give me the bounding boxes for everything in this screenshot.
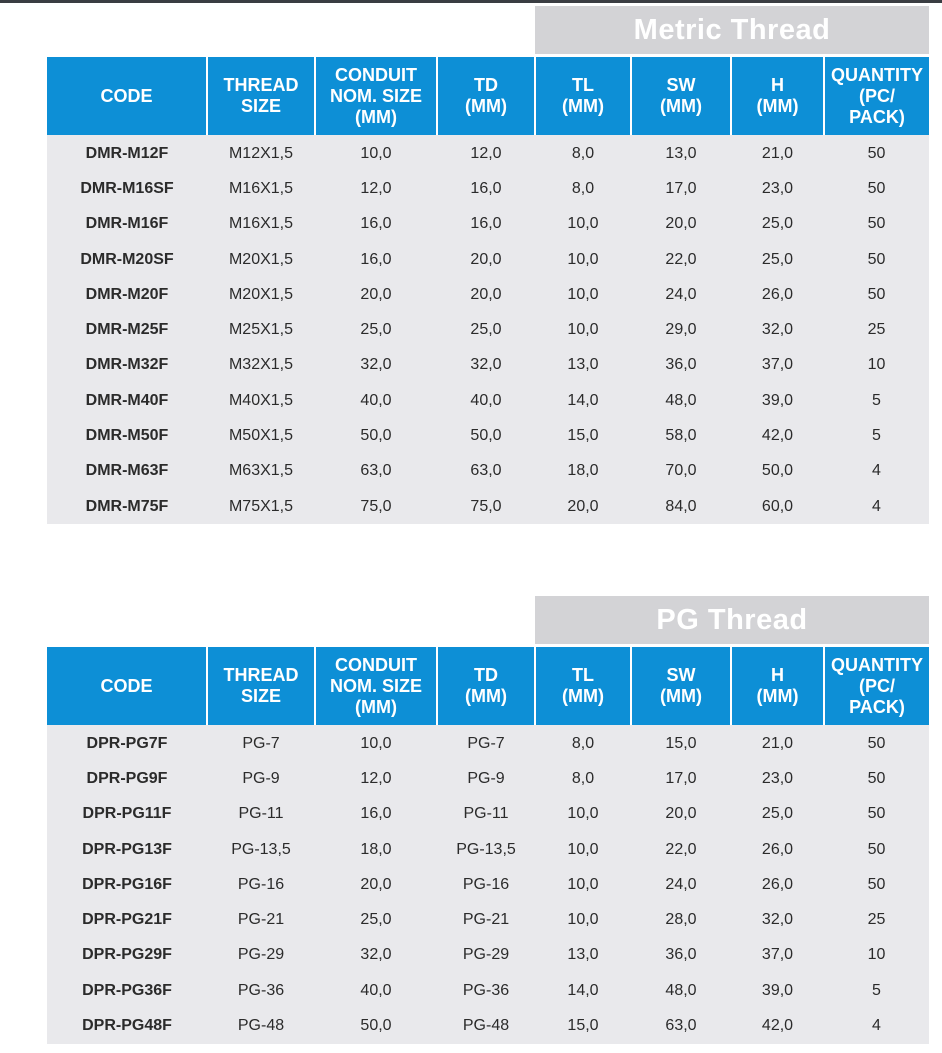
cell-td: PG-36 bbox=[437, 973, 535, 1008]
cell-code: DMR-M75F bbox=[47, 489, 207, 524]
cell-sw: 58,0 bbox=[631, 418, 731, 453]
table-row bbox=[47, 973, 929, 1008]
cell-thread-size: PG-9 bbox=[207, 761, 315, 796]
cell-conduit-nom-size: 20,0 bbox=[315, 277, 437, 312]
cell-code: DPR-PG11F bbox=[47, 797, 207, 832]
cell-code: DPR-PG29F bbox=[47, 938, 207, 973]
cell-sw: 29,0 bbox=[631, 312, 731, 347]
cell-td: 40,0 bbox=[437, 383, 535, 418]
cell-tl: 8,0 bbox=[535, 725, 631, 761]
cell-conduit-nom-size: 16,0 bbox=[315, 242, 437, 277]
table-row bbox=[47, 761, 929, 796]
cell-thread-size: M75X1,5 bbox=[207, 489, 315, 524]
section-title: PG Thread bbox=[535, 596, 929, 644]
cell-tl: 15,0 bbox=[535, 1008, 631, 1043]
cell-conduit-nom-size: 75,0 bbox=[315, 489, 437, 524]
top-border-line bbox=[0, 0, 942, 3]
cell-code: DPR-PG21F bbox=[47, 902, 207, 937]
cell-tl: 10,0 bbox=[535, 902, 631, 937]
cell-sw: 70,0 bbox=[631, 454, 731, 489]
cell-h: 42,0 bbox=[731, 1008, 824, 1043]
cell-h: 42,0 bbox=[731, 418, 824, 453]
cell-conduit-nom-size: 18,0 bbox=[315, 832, 437, 867]
cell-code: DMR-M12F bbox=[47, 135, 207, 171]
cell-quantity: 50 bbox=[824, 171, 929, 206]
column-header-thread-size: THREAD SIZE bbox=[207, 57, 315, 135]
column-header-quantity: QUANTITY (PC/ PACK) bbox=[824, 647, 929, 725]
cell-sw: 22,0 bbox=[631, 832, 731, 867]
cell-td: 63,0 bbox=[437, 454, 535, 489]
table-row bbox=[47, 312, 929, 347]
cell-h: 21,0 bbox=[731, 725, 824, 761]
cell-h: 60,0 bbox=[731, 489, 824, 524]
section-title: Metric Thread bbox=[535, 6, 929, 54]
table-row bbox=[47, 1008, 929, 1043]
cell-code: DPR-PG9F bbox=[47, 761, 207, 796]
table-row bbox=[47, 725, 929, 761]
cell-code: DMR-M20SF bbox=[47, 242, 207, 277]
cell-thread-size: PG-36 bbox=[207, 973, 315, 1008]
cell-td: PG-9 bbox=[437, 761, 535, 796]
cell-conduit-nom-size: 40,0 bbox=[315, 973, 437, 1008]
cell-sw: 22,0 bbox=[631, 242, 731, 277]
cell-thread-size: PG-16 bbox=[207, 867, 315, 902]
cell-sw: 63,0 bbox=[631, 1008, 731, 1043]
cell-code: DPR-PG13F bbox=[47, 832, 207, 867]
cell-tl: 8,0 bbox=[535, 171, 631, 206]
cell-h: 23,0 bbox=[731, 761, 824, 796]
cell-sw: 36,0 bbox=[631, 938, 731, 973]
cell-sw: 20,0 bbox=[631, 797, 731, 832]
column-header-conduit-nom-size: CONDUIT NOM. SIZE (MM) bbox=[315, 647, 437, 725]
cell-td: 25,0 bbox=[437, 312, 535, 347]
table-row bbox=[47, 867, 929, 902]
cell-quantity: 10 bbox=[824, 938, 929, 973]
cell-tl: 13,0 bbox=[535, 348, 631, 383]
cell-td: PG-13,5 bbox=[437, 832, 535, 867]
table-row bbox=[47, 207, 929, 242]
cell-code: DMR-M32F bbox=[47, 348, 207, 383]
cell-thread-size: M32X1,5 bbox=[207, 348, 315, 383]
cell-sw: 17,0 bbox=[631, 761, 731, 796]
cell-tl: 8,0 bbox=[535, 761, 631, 796]
table-row bbox=[47, 832, 929, 867]
cell-thread-size: PG-29 bbox=[207, 938, 315, 973]
cell-conduit-nom-size: 50,0 bbox=[315, 1008, 437, 1043]
cell-code: DMR-M16SF bbox=[47, 171, 207, 206]
cell-conduit-nom-size: 10,0 bbox=[315, 135, 437, 171]
table-row bbox=[47, 489, 929, 524]
table-row bbox=[47, 454, 929, 489]
cell-tl: 8,0 bbox=[535, 135, 631, 171]
column-header-code: CODE bbox=[47, 57, 207, 135]
cell-code: DPR-PG48F bbox=[47, 1008, 207, 1043]
table-row bbox=[47, 242, 929, 277]
cell-tl: 10,0 bbox=[535, 207, 631, 242]
cell-td: PG-29 bbox=[437, 938, 535, 973]
cell-h: 39,0 bbox=[731, 383, 824, 418]
cell-tl: 13,0 bbox=[535, 938, 631, 973]
cell-code: DPR-PG36F bbox=[47, 973, 207, 1008]
cell-sw: 15,0 bbox=[631, 725, 731, 761]
cell-td: PG-21 bbox=[437, 902, 535, 937]
cell-quantity: 5 bbox=[824, 383, 929, 418]
cell-quantity: 10 bbox=[824, 348, 929, 383]
cell-code: DPR-PG7F bbox=[47, 725, 207, 761]
cell-tl: 14,0 bbox=[535, 973, 631, 1008]
cell-thread-size: M20X1,5 bbox=[207, 242, 315, 277]
cell-td: 16,0 bbox=[437, 207, 535, 242]
cell-code: DMR-M63F bbox=[47, 454, 207, 489]
cell-quantity: 50 bbox=[824, 277, 929, 312]
table-row bbox=[47, 938, 929, 973]
cell-td: 20,0 bbox=[437, 277, 535, 312]
column-header-sw: SW (MM) bbox=[631, 57, 731, 135]
cell-conduit-nom-size: 32,0 bbox=[315, 348, 437, 383]
cell-h: 37,0 bbox=[731, 348, 824, 383]
cell-h: 26,0 bbox=[731, 832, 824, 867]
cell-td: 20,0 bbox=[437, 242, 535, 277]
cell-h: 32,0 bbox=[731, 312, 824, 347]
column-header-thread-size: THREAD SIZE bbox=[207, 647, 315, 725]
table-row bbox=[47, 171, 929, 206]
column-header-quantity: QUANTITY (PC/ PACK) bbox=[824, 57, 929, 135]
table-row bbox=[47, 383, 929, 418]
cell-h: 25,0 bbox=[731, 797, 824, 832]
cell-td: PG-11 bbox=[437, 797, 535, 832]
pg-thread-table bbox=[47, 647, 929, 1044]
cell-thread-size: M16X1,5 bbox=[207, 207, 315, 242]
cell-h: 25,0 bbox=[731, 242, 824, 277]
table-row bbox=[47, 348, 929, 383]
cell-conduit-nom-size: 25,0 bbox=[315, 902, 437, 937]
cell-code: DPR-PG16F bbox=[47, 867, 207, 902]
cell-sw: 20,0 bbox=[631, 207, 731, 242]
cell-h: 25,0 bbox=[731, 207, 824, 242]
cell-tl: 10,0 bbox=[535, 797, 631, 832]
cell-code: DMR-M20F bbox=[47, 277, 207, 312]
table-row bbox=[47, 135, 929, 171]
column-header-h: H (MM) bbox=[731, 57, 824, 135]
cell-td: 75,0 bbox=[437, 489, 535, 524]
cell-quantity: 50 bbox=[824, 207, 929, 242]
cell-thread-size: PG-48 bbox=[207, 1008, 315, 1043]
cell-tl: 10,0 bbox=[535, 312, 631, 347]
cell-td: 32,0 bbox=[437, 348, 535, 383]
cell-quantity: 50 bbox=[824, 761, 929, 796]
cell-td: 50,0 bbox=[437, 418, 535, 453]
cell-thread-size: PG-11 bbox=[207, 797, 315, 832]
cell-quantity: 5 bbox=[824, 418, 929, 453]
cell-h: 32,0 bbox=[731, 902, 824, 937]
cell-quantity: 50 bbox=[824, 797, 929, 832]
cell-h: 23,0 bbox=[731, 171, 824, 206]
cell-quantity: 50 bbox=[824, 867, 929, 902]
cell-thread-size: M40X1,5 bbox=[207, 383, 315, 418]
cell-conduit-nom-size: 40,0 bbox=[315, 383, 437, 418]
cell-td: 12,0 bbox=[437, 135, 535, 171]
cell-conduit-nom-size: 12,0 bbox=[315, 761, 437, 796]
cell-conduit-nom-size: 20,0 bbox=[315, 867, 437, 902]
cell-td: PG-48 bbox=[437, 1008, 535, 1043]
cell-thread-size: M12X1,5 bbox=[207, 135, 315, 171]
cell-sw: 17,0 bbox=[631, 171, 731, 206]
cell-conduit-nom-size: 32,0 bbox=[315, 938, 437, 973]
cell-conduit-nom-size: 16,0 bbox=[315, 797, 437, 832]
metric-thread-table bbox=[47, 57, 929, 524]
cell-thread-size: M63X1,5 bbox=[207, 454, 315, 489]
cell-quantity: 50 bbox=[824, 832, 929, 867]
table-row bbox=[47, 797, 929, 832]
cell-tl: 10,0 bbox=[535, 867, 631, 902]
cell-thread-size: M50X1,5 bbox=[207, 418, 315, 453]
cell-tl: 18,0 bbox=[535, 454, 631, 489]
cell-quantity: 50 bbox=[824, 242, 929, 277]
column-header-td: TD (MM) bbox=[437, 647, 535, 725]
table-row bbox=[47, 418, 929, 453]
cell-code: DMR-M16F bbox=[47, 207, 207, 242]
cell-tl: 20,0 bbox=[535, 489, 631, 524]
cell-tl: 10,0 bbox=[535, 242, 631, 277]
cell-tl: 10,0 bbox=[535, 832, 631, 867]
cell-sw: 36,0 bbox=[631, 348, 731, 383]
column-header-conduit-nom-size: CONDUIT NOM. SIZE (MM) bbox=[315, 57, 437, 135]
cell-quantity: 50 bbox=[824, 725, 929, 761]
cell-conduit-nom-size: 16,0 bbox=[315, 207, 437, 242]
cell-thread-size: M20X1,5 bbox=[207, 277, 315, 312]
cell-td: PG-16 bbox=[437, 867, 535, 902]
cell-h: 37,0 bbox=[731, 938, 824, 973]
cell-quantity: 50 bbox=[824, 135, 929, 171]
cell-h: 39,0 bbox=[731, 973, 824, 1008]
header-row bbox=[47, 647, 929, 725]
cell-quantity: 4 bbox=[824, 454, 929, 489]
cell-quantity: 25 bbox=[824, 902, 929, 937]
cell-conduit-nom-size: 50,0 bbox=[315, 418, 437, 453]
cell-tl: 15,0 bbox=[535, 418, 631, 453]
cell-h: 26,0 bbox=[731, 277, 824, 312]
column-header-code: CODE bbox=[47, 647, 207, 725]
cell-sw: 48,0 bbox=[631, 973, 731, 1008]
column-header-sw: SW (MM) bbox=[631, 647, 731, 725]
cell-h: 26,0 bbox=[731, 867, 824, 902]
cell-sw: 13,0 bbox=[631, 135, 731, 171]
cell-quantity: 4 bbox=[824, 489, 929, 524]
column-header-tl: TL (MM) bbox=[535, 57, 631, 135]
cell-thread-size: PG-21 bbox=[207, 902, 315, 937]
cell-conduit-nom-size: 63,0 bbox=[315, 454, 437, 489]
column-header-td: TD (MM) bbox=[437, 57, 535, 135]
cell-sw: 84,0 bbox=[631, 489, 731, 524]
cell-conduit-nom-size: 12,0 bbox=[315, 171, 437, 206]
cell-sw: 24,0 bbox=[631, 277, 731, 312]
cell-h: 50,0 bbox=[731, 454, 824, 489]
cell-quantity: 4 bbox=[824, 1008, 929, 1043]
cell-sw: 24,0 bbox=[631, 867, 731, 902]
cell-thread-size: PG-7 bbox=[207, 725, 315, 761]
cell-quantity: 5 bbox=[824, 973, 929, 1008]
cell-thread-size: M25X1,5 bbox=[207, 312, 315, 347]
cell-sw: 28,0 bbox=[631, 902, 731, 937]
cell-conduit-nom-size: 25,0 bbox=[315, 312, 437, 347]
cell-thread-size: PG-13,5 bbox=[207, 832, 315, 867]
column-header-h: H (MM) bbox=[731, 647, 824, 725]
header-row bbox=[47, 57, 929, 135]
cell-thread-size: M16X1,5 bbox=[207, 171, 315, 206]
table-row bbox=[47, 277, 929, 312]
cell-sw: 48,0 bbox=[631, 383, 731, 418]
table-row bbox=[47, 902, 929, 937]
cell-td: PG-7 bbox=[437, 725, 535, 761]
cell-h: 21,0 bbox=[731, 135, 824, 171]
column-header-tl: TL (MM) bbox=[535, 647, 631, 725]
cell-td: 16,0 bbox=[437, 171, 535, 206]
cell-tl: 14,0 bbox=[535, 383, 631, 418]
cell-conduit-nom-size: 10,0 bbox=[315, 725, 437, 761]
cell-code: DMR-M25F bbox=[47, 312, 207, 347]
cell-code: DMR-M40F bbox=[47, 383, 207, 418]
cell-tl: 10,0 bbox=[535, 277, 631, 312]
cell-quantity: 25 bbox=[824, 312, 929, 347]
cell-code: DMR-M50F bbox=[47, 418, 207, 453]
